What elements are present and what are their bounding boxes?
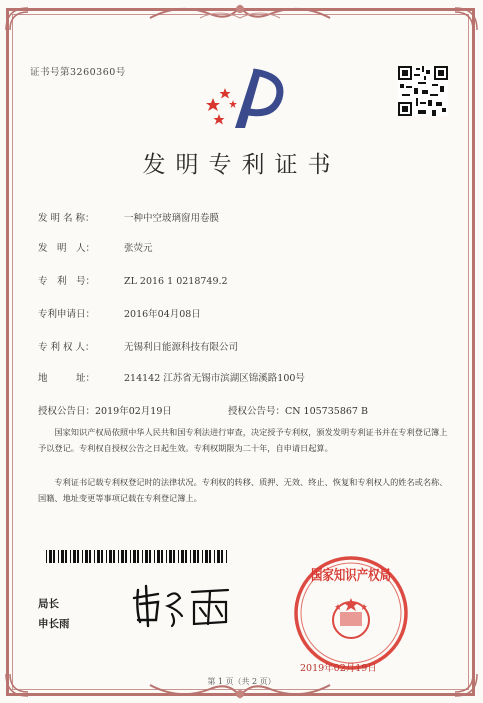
field-value: 张荧元 [124,243,153,254]
field-value: 2016年04月08日 [124,309,201,320]
seal-text: 国家知识产权局 [311,568,409,584]
field-address [38,370,305,384]
field-label: 专 利 权 人： [38,342,95,353]
field-inventor [38,240,153,254]
grant-number-label: 授权公告号： [227,406,285,417]
field-value: 无锡利日能源科技有限公司 [124,342,239,353]
director-signature [128,580,248,630]
corner-ornament [453,6,479,32]
cnipa-logo [205,68,287,130]
director-name: 申长雨 [38,618,70,630]
field-label: 发 明 人： [38,243,96,254]
seal-date: 2019年02月19日 [300,663,377,674]
official-seal [292,554,410,672]
grant-date: 2019年02月19日 [95,406,172,417]
field-value: 214142 江苏省无锡市滨湖区锦溪路100号 [124,373,305,384]
field-label: 地 址： [38,373,96,384]
certificate-number: 证书号第3260360号 [30,67,126,78]
field-value: ZL 2016 1 0218749.2 [124,276,228,287]
corner-ornament [4,6,30,32]
director-title: 局长 [38,598,59,610]
grant-date-label: 授权公告日： [38,406,96,417]
field-label: 专利申请日： [38,309,96,320]
qr-code [398,66,448,116]
grant-info-row [38,403,368,417]
field-patent-number [38,273,228,287]
barcode [46,550,231,563]
field-value: 一种中空玻璃窗用卷膜 [124,213,220,224]
field-invention-name [38,210,219,224]
top-ornament [140,0,340,22]
field-label: 发 明 名 称： [38,213,95,224]
field-application-date [38,306,201,320]
certificate-title: 发明专利证书 [142,152,341,178]
field-patentee [38,339,238,353]
grant-number: CN 105735867 B [284,406,368,417]
notice-paragraph-1: 国家知识产权局依照中华人民共和国专利法进行审查，决定授予专利权，颁发发明专利证书并在专利登记簿上予以登记。专利权自授权公告之日起生效。专利权期限为二十年，自申请日起算。 [38,427,448,453]
notice-paragraph-2: 专利证书记载专利权登记时的法律状况。专利权的转移、质押、无效、终止、恢复和专利权人的姓名或名称、国籍、地址变更等事项记载在专利登记簿上。 [38,477,448,503]
field-label: 专 利 号： [38,276,96,287]
page-number: 第 1 页（共 2 页） [207,677,276,686]
